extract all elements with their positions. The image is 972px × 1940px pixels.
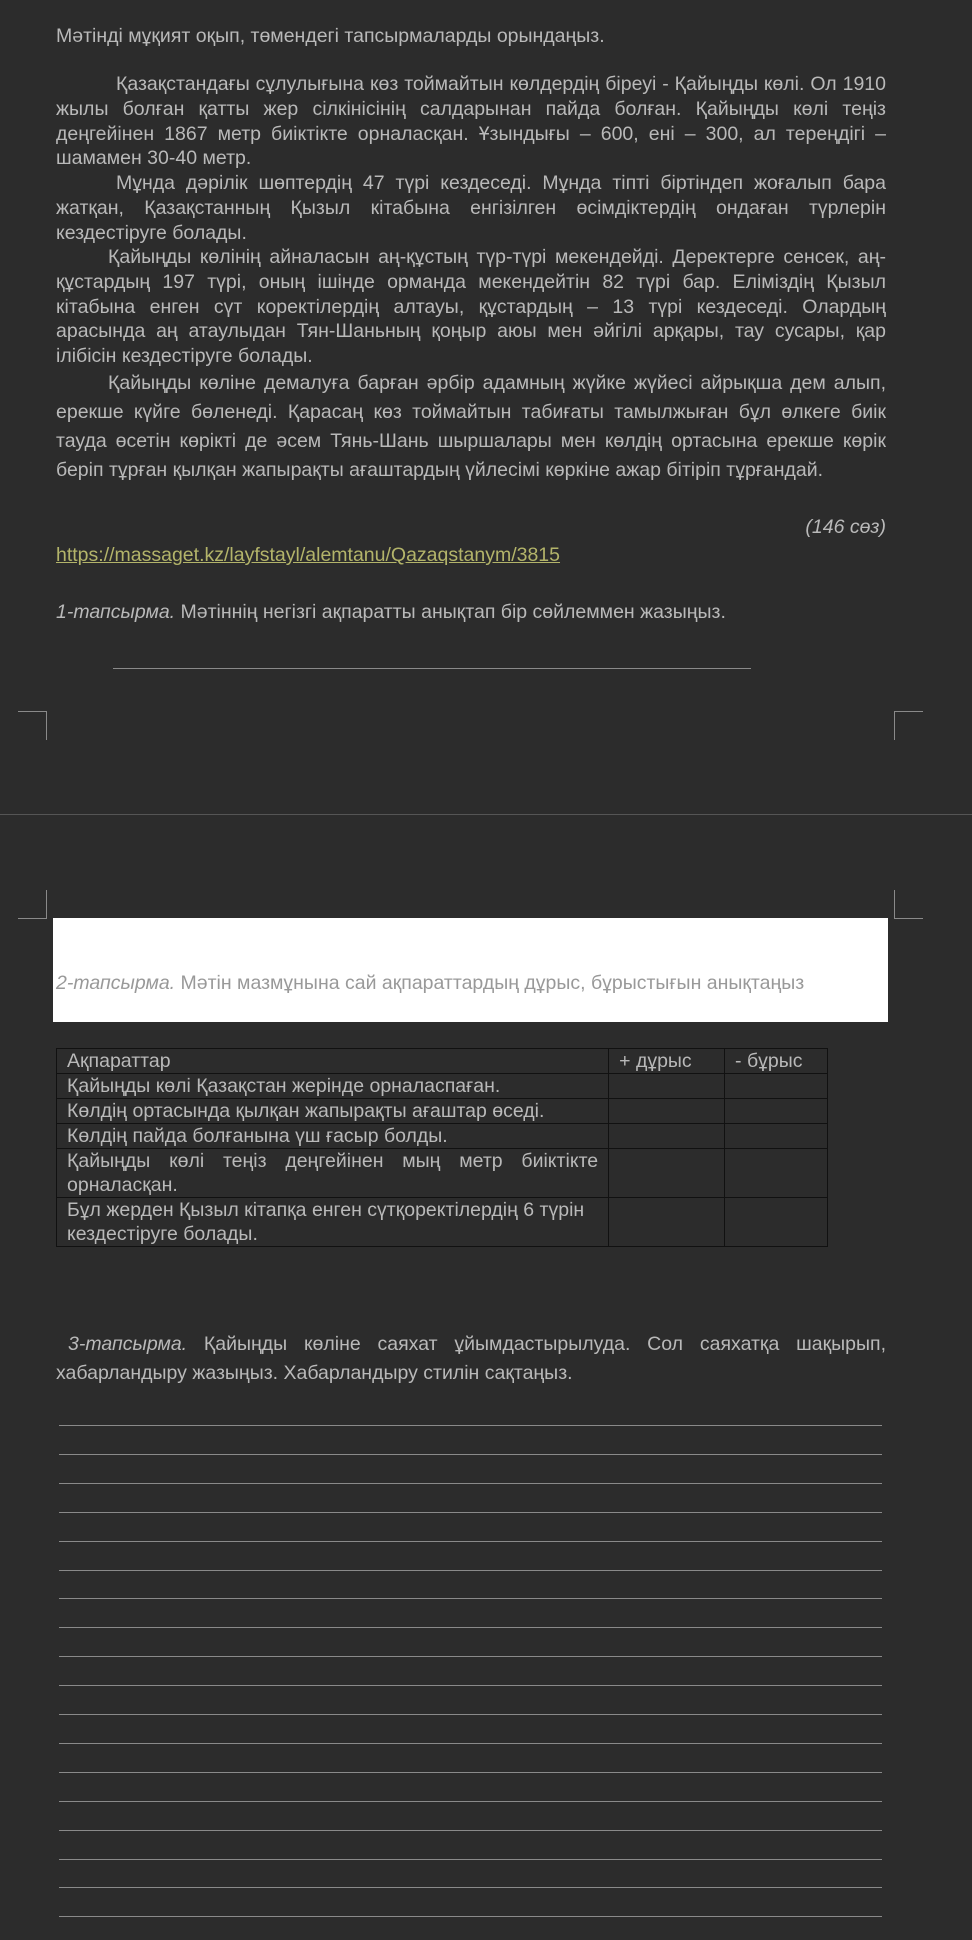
instruction: Мәтінді мұқият оқып, төмендегі тапсырмаларды орындаңыз.: [56, 25, 605, 47]
column-header: + дұрыс: [609, 1049, 725, 1074]
statement: Көлдің ортасында қылқан жапырақты ағаштар өседі.: [57, 1099, 609, 1124]
answer-line[interactable]: [59, 1425, 882, 1426]
true-cell[interactable]: [609, 1099, 725, 1124]
answer-line[interactable]: [59, 1859, 882, 1860]
paragraph: Қайыңды көліне демалуға барған әрбір адамның жүйке жүйесі айрықша дем алып, ерекше күйге бөленеді. Қарасаң көз тоймайтын табиғаты тамылжыған бұл өлкеге биік тауда өсетін көрікті де әсем Тянь-Шань шыршалары мен көлдің ортасына ерекше көрік беріп тұрған қылқан жапырақты ағаштардың үйлесімі көркіне ажар бітіріп тұрғандай.: [56, 372, 886, 481]
answer-line[interactable]: [59, 1772, 882, 1773]
word-count: (146 сөз): [805, 516, 886, 538]
false-cell[interactable]: [725, 1074, 828, 1099]
false-cell[interactable]: [725, 1124, 828, 1149]
answer-line[interactable]: [59, 1541, 882, 1542]
table-row: [57, 1149, 828, 1198]
paragraph: Мұнда дәрілік шөптердің 47 түрі кездеседі. Мұнда тіпті біртіндеп жоғалып бара жатқан, Қазақстанның Қызыл кітабына енгізілген өсімдіктердің ондаған түрлерін кездестіруге болады.: [56, 172, 886, 244]
false-cell[interactable]: [725, 1149, 828, 1198]
task-2-text: Мәтін мазмұнына сай ақпараттардың дұрыс, бұрыстығын анықтаңыз: [175, 972, 805, 994]
answer-line[interactable]: [59, 1570, 882, 1571]
answer-line[interactable]: [59, 1656, 882, 1657]
answer-line[interactable]: [59, 1714, 882, 1715]
column-header: - бұрыс: [725, 1049, 828, 1074]
answer-line[interactable]: [59, 1916, 882, 1917]
answer-line[interactable]: [59, 1830, 882, 1831]
task-3-text: Қайыңды көліне саяхат ұйымдастырылуда. Сол саяхатқа шақырып, хабарландыру жазыңыз. Хабарландыру стилін сақтаңыз.: [56, 1333, 886, 1384]
paragraph: Қайыңды көлінің айналасын аң-құстың түр-түрі мекендейді. Деректерге сенсек, аң-құстардың 197 түрі, оның ішінде орманда мекендейтін 82 түрі бар. Еліміздің Қызыл кітабына енген сүт коректілердің алтауы, құстардың – 13 түрі кездеседі. Олардың арасында аң атаулыдан Тян-Шаньның қоңыр аюы мен әйгілі арқары, тау сусары, қар ілібісін кездестіруге болады.: [56, 246, 886, 368]
table-row: [57, 1099, 828, 1124]
task-2: [56, 971, 886, 996]
answer-line[interactable]: [59, 1598, 882, 1599]
column-header: Ақпараттар: [57, 1049, 609, 1074]
false-cell[interactable]: [725, 1198, 828, 1247]
margin-corner-mark: [894, 711, 923, 740]
statement: Қайыңды көлі Қазақстан жерінде орналаспаған.: [57, 1074, 609, 1099]
margin-corner-mark: [18, 890, 47, 919]
highlighted-task-box: [53, 918, 888, 1022]
task-3-label: 3-тапсырма.: [68, 1333, 188, 1355]
answer-line[interactable]: [59, 1743, 882, 1744]
table-header-row: [57, 1049, 828, 1074]
margin-corner-mark: [894, 890, 923, 919]
true-cell[interactable]: [609, 1149, 725, 1198]
false-cell[interactable]: [725, 1099, 828, 1124]
answer-line[interactable]: [59, 1483, 882, 1484]
true-cell[interactable]: [609, 1124, 725, 1149]
answer-line[interactable]: [59, 1685, 882, 1686]
table-row: [57, 1074, 828, 1099]
statement: Көлдің пайда болғанына үш ғасыр болды.: [57, 1124, 609, 1149]
task-3: [56, 1330, 886, 1388]
table-row: [57, 1198, 828, 1247]
margin-corner-mark: [18, 711, 47, 740]
source-link[interactable]: https://massaget.kz/layfstayl/alemtanu/Qazaqstanym/3815: [56, 544, 561, 566]
task-1-text: Мәтіннің негізгі ақпаратты анықтап бір сөйлеммен жазыңыз.: [175, 601, 726, 623]
answer-line[interactable]: [113, 668, 751, 669]
answer-line[interactable]: [59, 1454, 882, 1455]
page-divider: [0, 814, 972, 815]
task-2-label: 2-тапсырма.: [56, 972, 176, 994]
statement: Қайыңды көлі теңіз деңгейінен мың метр биіктікте орналасқан.: [57, 1149, 609, 1198]
true-cell[interactable]: [609, 1198, 725, 1247]
answer-line[interactable]: [59, 1801, 882, 1802]
task-1-label: 1-тапсырма.: [56, 601, 176, 623]
answer-line[interactable]: [59, 1512, 882, 1513]
statement: Бұл жерден Қызыл кітапқа енген сүтқоректілердің 6 түрін кездестіруге болады.: [57, 1198, 609, 1247]
true-false-table: [56, 1048, 828, 1247]
table-row: [57, 1124, 828, 1149]
answer-line[interactable]: [59, 1887, 882, 1888]
paragraph: Қазақстандағы сұлулығына көз тоймайтын көлдердің біреуі - Қайыңды көлі. Ол 1910 жылы болған қатты жер сілкінісінің салдарынан пайда болған. Қайыңды көлі теңіз деңгейінен 1867 метр биіктікте орналасқан. Ұзындығы – 600, ені – 300, ал тереңдігі – шамамен 30-40 метр.: [56, 73, 886, 170]
task-1: [56, 600, 886, 625]
answer-line[interactable]: [59, 1627, 882, 1628]
true-cell[interactable]: [609, 1074, 725, 1099]
